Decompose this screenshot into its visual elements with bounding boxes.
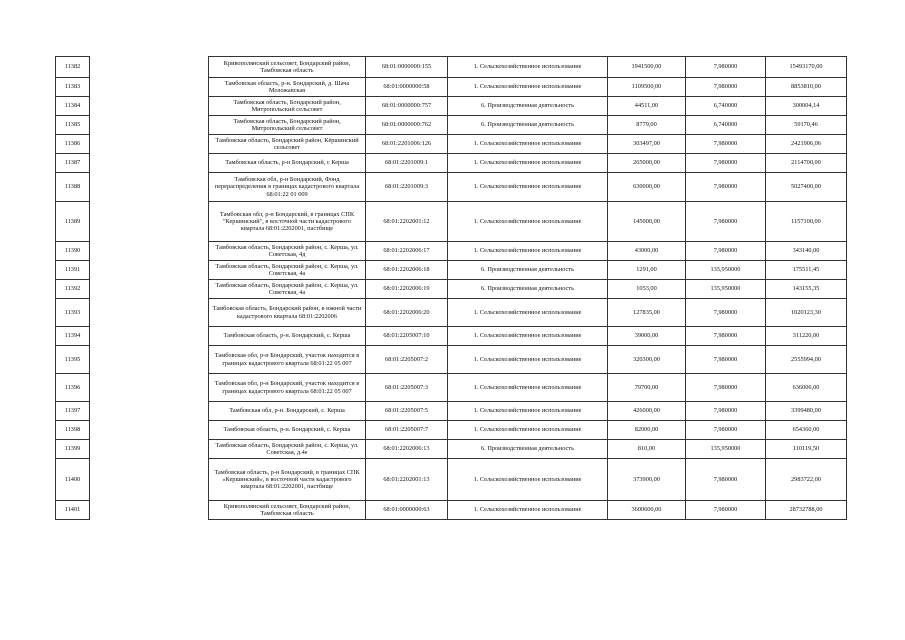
address-cell: Тамбовская область, Бондарский район, с. Керша, ул. Советская, д.4е (209, 440, 366, 459)
area-cell: 8779,00 (608, 116, 686, 135)
table-row (56, 299, 847, 327)
spacer-cell (90, 501, 209, 520)
cadastral-number-cell: 68:01:2201006:126 (366, 135, 448, 154)
cadastral-value-cell: 311220,00 (766, 327, 847, 346)
address-cell: Тамбовская обл, р-н Бондарский, Фонд перераспределения в границах кадастрового квартала 68:01:22 01 009 (209, 173, 366, 202)
spacer-cell (90, 116, 209, 135)
land-cadastral-value-table (55, 56, 847, 520)
address-cell: Тамбовская область, р-н Бондарский, в границах СПК «Кершинский», в восточной части кадастрового квартала 68:01:2202001, пастбище (209, 459, 366, 501)
row-number-cell: 11383 (56, 78, 90, 97)
rate-cell: 135,950000 (686, 440, 766, 459)
row-number-cell: 11395 (56, 346, 90, 374)
cadastral-value-cell: 2555994,00 (766, 346, 847, 374)
spacer-cell (90, 459, 209, 501)
spacer-cell (90, 402, 209, 421)
rate-cell: 7,980000 (686, 346, 766, 374)
cadastral-number-cell: 68:01:2205007:3 (366, 374, 448, 402)
table-row (56, 402, 847, 421)
cadastral-number-cell: 68:01:2202006:19 (366, 280, 448, 299)
row-number-cell: 11384 (56, 97, 90, 116)
row-number-cell: 11398 (56, 421, 90, 440)
address-cell: Тамбовская область, Бондарский район, с. Керша, ул. Советская, 4а (209, 280, 366, 299)
row-number-cell: 11385 (56, 116, 90, 135)
spacer-cell (90, 57, 209, 78)
area-cell: 82000,00 (608, 421, 686, 440)
address-cell: Тамбовская область, р-н. Бондарский, с. Керша (209, 421, 366, 440)
table-row (56, 97, 847, 116)
rate-cell: 6,740000 (686, 97, 766, 116)
rate-cell: 7,980000 (686, 173, 766, 202)
land-use-cell: 6. Производственная деятельность (448, 280, 608, 299)
address-cell: Тамбовская область, Бондарский район, Кёршинский сельсовет (209, 135, 366, 154)
spacer-cell (90, 173, 209, 202)
land-use-cell: 6. Производственная деятельность (448, 116, 608, 135)
area-cell: 810,00 (608, 440, 686, 459)
row-number-cell: 11387 (56, 154, 90, 173)
cadastral-number-cell: 68:01:2201009:1 (366, 154, 448, 173)
cadastral-value-cell: 3399480,00 (766, 402, 847, 421)
spacer-cell (90, 421, 209, 440)
rate-cell: 7,980000 (686, 57, 766, 78)
cadastral-number-cell: 68:01:2205007:7 (366, 421, 448, 440)
land-use-cell: 1. Сельскохозяйственное использование (448, 374, 608, 402)
cadastral-number-cell: 68:01:2205007:2 (366, 346, 448, 374)
cadastral-number-cell: 68:01:0000000:762 (366, 116, 448, 135)
land-use-cell: 1. Сельскохозяйственное использование (448, 135, 608, 154)
cadastral-value-cell: 5027400,00 (766, 173, 847, 202)
rate-cell: 7,980000 (686, 501, 766, 520)
area-cell: 630000,00 (608, 173, 686, 202)
spacer-cell (90, 242, 209, 261)
land-use-cell: 6. Производственная деятельность (448, 261, 608, 280)
land-use-cell: 1. Сельскохозяйственное использование (448, 299, 608, 327)
cadastral-number-cell: 68:01:2202006:20 (366, 299, 448, 327)
cadastral-value-cell: 143155,35 (766, 280, 847, 299)
spacer-cell (90, 261, 209, 280)
address-cell: Тамбовская область, Бондарский район, Митропольский сельсовет (209, 97, 366, 116)
row-number-cell: 11382 (56, 57, 90, 78)
rate-cell: 7,980000 (686, 202, 766, 242)
area-cell: 79700,00 (608, 374, 686, 402)
cadastral-number-cell: 68:01:2202001:13 (366, 459, 448, 501)
cadastral-number-cell: 68:01:0000000:63 (366, 501, 448, 520)
land-use-cell: 1. Сельскохозяйственное использование (448, 154, 608, 173)
spacer-cell (90, 280, 209, 299)
address-cell: Кривополянский сельсовет, Бондарский район, Тамбовская область (209, 57, 366, 78)
rate-cell: 7,980000 (686, 135, 766, 154)
land-use-cell: 1. Сельскохозяйственное использование (448, 346, 608, 374)
table-row (56, 374, 847, 402)
rate-cell: 7,980000 (686, 154, 766, 173)
cadastral-value-cell: 175511,45 (766, 261, 847, 280)
cadastral-value-cell: 343140,00 (766, 242, 847, 261)
cadastral-value-cell: 2421906,06 (766, 135, 847, 154)
row-number-cell: 11391 (56, 261, 90, 280)
table-row (56, 116, 847, 135)
cadastral-value-cell: 2983722,00 (766, 459, 847, 501)
row-number-cell: 11388 (56, 173, 90, 202)
spacer-cell (90, 346, 209, 374)
area-cell: 1291,00 (608, 261, 686, 280)
cadastral-number-cell: 68:01:2205007:10 (366, 327, 448, 346)
table-row (56, 202, 847, 242)
table-row (56, 57, 847, 78)
area-cell: 426000,00 (608, 402, 686, 421)
cadastral-value-cell: 15493170,00 (766, 57, 847, 78)
table-row (56, 280, 847, 299)
cadastral-number-cell: 68:01:2201009:3 (366, 173, 448, 202)
land-use-cell: 1. Сельскохозяйственное использование (448, 173, 608, 202)
area-cell: 265000,00 (608, 154, 686, 173)
cadastral-value-cell: 2114700,00 (766, 154, 847, 173)
row-number-cell: 11386 (56, 135, 90, 154)
area-cell: 303497,00 (608, 135, 686, 154)
area-cell: 1941500,00 (608, 57, 686, 78)
cadastral-number-cell: 68:01:0000000:757 (366, 97, 448, 116)
row-number-cell: 11393 (56, 299, 90, 327)
area-cell: 43000,00 (608, 242, 686, 261)
table-row (56, 261, 847, 280)
rate-cell: 7,980000 (686, 299, 766, 327)
land-use-cell: 6. Производственная деятельность (448, 440, 608, 459)
cadastral-value-cell: 8853810,00 (766, 78, 847, 97)
area-cell: 373900,00 (608, 459, 686, 501)
table-row (56, 173, 847, 202)
cadastral-number-cell: 68:01:0000000:58 (366, 78, 448, 97)
land-use-cell: 1. Сельскохозяйственное использование (448, 78, 608, 97)
area-cell: 320300,00 (608, 346, 686, 374)
area-cell: 127835,00 (608, 299, 686, 327)
cadastral-number-cell: 68:01:2202006:17 (366, 242, 448, 261)
cadastral-number-cell: 68:01:2202006:18 (366, 261, 448, 280)
rate-cell: 135,950000 (686, 261, 766, 280)
row-number-cell: 11394 (56, 327, 90, 346)
rate-cell: 7,980000 (686, 242, 766, 261)
address-cell: Тамбовская область, Бондарский район, с. Керша, ул. Советская, 4а (209, 261, 366, 280)
table-row (56, 327, 847, 346)
address-cell: Тамбовская область, р-н Бондарский, с Керша (209, 154, 366, 173)
cadastral-value-cell: 636006,00 (766, 374, 847, 402)
address-cell: Тамбовская область, Бондарский район, с. Керша, ул. Советская, 4д (209, 242, 366, 261)
address-cell: Тамбовская область, Бондарский район, Митропольский сельсовет (209, 116, 366, 135)
spacer-cell (90, 135, 209, 154)
address-cell: Кривополянский сельсовет, Бондарский район, Тамбовская область (209, 501, 366, 520)
rate-cell: 7,980000 (686, 402, 766, 421)
row-number-cell: 11401 (56, 501, 90, 520)
rate-cell: 7,980000 (686, 374, 766, 402)
land-use-cell: 1. Сельскохозяйственное использование (448, 242, 608, 261)
spacer-cell (90, 154, 209, 173)
rate-cell: 7,980000 (686, 327, 766, 346)
cadastral-value-cell: 110119,50 (766, 440, 847, 459)
spacer-cell (90, 327, 209, 346)
cadastral-number-cell: 68:01:2202001:12 (366, 202, 448, 242)
area-cell: 44511,00 (608, 97, 686, 116)
cadastral-value-cell: 1157100,00 (766, 202, 847, 242)
row-number-cell: 11397 (56, 402, 90, 421)
address-cell: Тамбовская обл, р-н Бондарский, в границах СПК "Кершинский", в восточной части кадастрового квартала 68:01:2202001, пастбище (209, 202, 366, 242)
address-cell: Тамбовская область, р-н. Бондарский, д. Шача Моложавская (209, 78, 366, 97)
table-row (56, 346, 847, 374)
table-row (56, 135, 847, 154)
table-row (56, 459, 847, 501)
land-use-cell: 1. Сельскохозяйственное использование (448, 459, 608, 501)
land-use-cell: 6. Производственная деятельность (448, 97, 608, 116)
row-number-cell: 11400 (56, 459, 90, 501)
rate-cell: 7,980000 (686, 421, 766, 440)
area-cell: 145000,00 (608, 202, 686, 242)
cadastral-value-cell: 654360,00 (766, 421, 847, 440)
row-number-cell: 11389 (56, 202, 90, 242)
rate-cell: 7,980000 (686, 78, 766, 97)
table-row (56, 440, 847, 459)
row-number-cell: 11392 (56, 280, 90, 299)
spacer-cell (90, 202, 209, 242)
cadastral-value-cell: 28732788,00 (766, 501, 847, 520)
row-number-cell: 11399 (56, 440, 90, 459)
address-cell: Тамбовская область, р-н. Бондарский, с. Керша (209, 327, 366, 346)
cadastral-number-cell: 68:01:0000000:155 (366, 57, 448, 78)
address-cell: Тамбовская обл, р-н. Бондарский, с. Керша (209, 402, 366, 421)
cadastral-number-cell: 68:01:2202006:13 (366, 440, 448, 459)
table-body (56, 57, 847, 520)
rate-cell: 135,950000 (686, 280, 766, 299)
table-row (56, 78, 847, 97)
table-row (56, 421, 847, 440)
land-use-cell: 1. Сельскохозяйственное использование (448, 501, 608, 520)
land-use-cell: 1. Сельскохозяйственное использование (448, 327, 608, 346)
cadastral-value-cell: 1020123,30 (766, 299, 847, 327)
row-number-cell: 11396 (56, 374, 90, 402)
spacer-cell (90, 374, 209, 402)
rate-cell: 7,980000 (686, 459, 766, 501)
cadastral-value-cell: 300004,14 (766, 97, 847, 116)
land-use-cell: 1. Сельскохозяйственное использование (448, 202, 608, 242)
address-cell: Тамбовская обл, р-н Бондарский, участок находится в границах кадастрового квартала 68:01:22 05 007 (209, 374, 366, 402)
cadastral-number-cell: 68:01:2205007:5 (366, 402, 448, 421)
land-use-cell: 1. Сельскохозяйственное использование (448, 402, 608, 421)
table-row (56, 501, 847, 520)
spacer-cell (90, 299, 209, 327)
area-cell: 39000,00 (608, 327, 686, 346)
spacer-cell (90, 78, 209, 97)
cadastral-value-cell: 59170,46 (766, 116, 847, 135)
table-row (56, 242, 847, 261)
area-cell: 1109500,00 (608, 78, 686, 97)
address-cell: Тамбовская обл, р-н Бондарский, участок находится в границах кадастрового квартала 68:01:22 05 007 (209, 346, 366, 374)
table-row (56, 154, 847, 173)
spacer-cell (90, 97, 209, 116)
address-cell: Тамбовская область, Бондарский район, в южной части кадастрового квартала 68:01:2202006 (209, 299, 366, 327)
area-cell: 1053,00 (608, 280, 686, 299)
land-use-cell: 1. Сельскохозяйственное использование (448, 421, 608, 440)
spacer-cell (90, 440, 209, 459)
land-use-cell: 1. Сельскохозяйственное использование (448, 57, 608, 78)
area-cell: 3600600,00 (608, 501, 686, 520)
rate-cell: 6,740000 (686, 116, 766, 135)
row-number-cell: 11390 (56, 242, 90, 261)
